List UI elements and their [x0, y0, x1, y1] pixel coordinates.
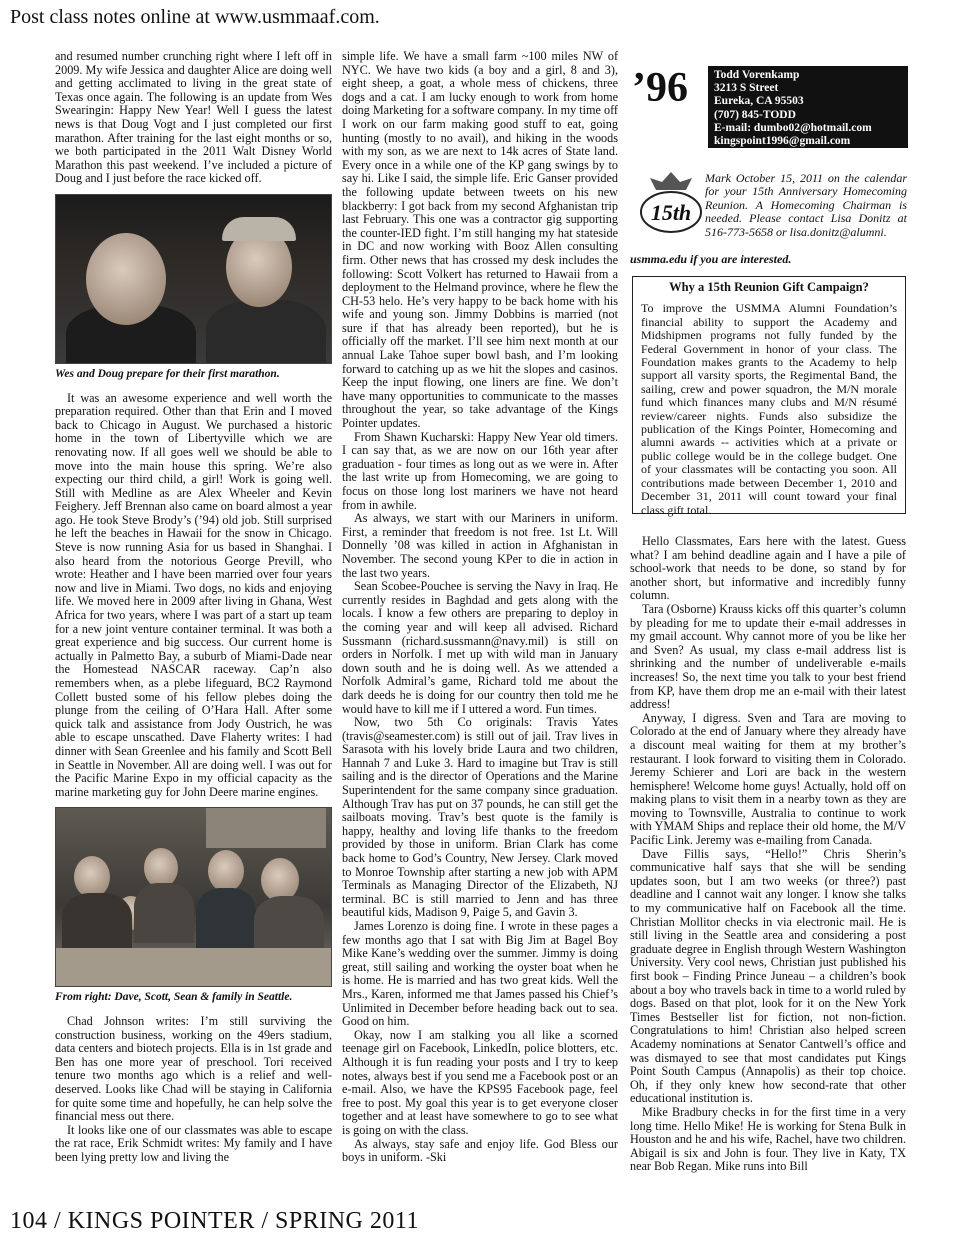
- contact-name: Todd Vorenkamp: [714, 69, 800, 81]
- column-right: [630, 535, 906, 1174]
- col2-paragraph: Now, two 5th Co originals: Travis Yates (travis@seamester.com) is still out of jail. Trav lives in Sarasota with his lovely bride Laura and two children, Hannah 7 and Luke 3. Hard to imagine but Trav is still sailing and is the director of Operations and the Marine Superintendent for the same company since graduation. Although Trav has put on 37 pounds, he can still get the sailboats moving. Trav’s best quote is the family is happy, healthy and loving life thanks to the freedom provided by those in uniform. Brian Clark has come back home to God’s Country, New Jersey. Clark moved to Monroe Township after starting a new job with APM Terminals as Managing Director of the Elizabeth, NJ terminal. BC is still married to Jenn and has three beautiful kids, Madison 9, Paige 5, and Gavin 3.: [342, 715, 618, 920]
- reunion-note: Mark October 15, 2011 on the calendar for your 15th Anniversary Homecoming Reunion. A Homecoming Chairman is needed. Please contact Lisa Donitz at 516-773-5658 or lisa.donitz@alumni.: [705, 171, 907, 239]
- contact-city: Eureka, CA 95503: [714, 95, 804, 108]
- col1-paragraph: It was an awesome experience and well worth the preparation required. Other than that Erin and I moved back to Chicago in August. We purchased a historic home in the town of Libertyville which we are renovating now. If all goes well we should be able to move into the main house this spring. We’re also expecting our third child, a girl! Work is going well. Still with Medline as are Alex Wheeler and Kevin Feighery. Jeff Brennan also came on board almost a year ago. He took Steve Brody’s (’94) old job. Still surprised he left the beaches in Hawaii for the snow in Chicago. Steve is now running Asia for us based in Shanghai. I also heard from the notorious George Previll, who wrote: Heather and I have been married over four years now and live in Miami. Two dogs, no kids and enjoying life. We moved here in 2009 after living in Ghana, West Africa for two years, where I was part of a start up team for a new joint venture container terminal. It was both a great experience and big success. Our current home is actually in Palmetto Bay, a suburb of Miami-Dade near the Homestead NASCAR raceway. Cap’n also remembers when, as a plebe lifeguard, BC2 Raymond Collett busted some of his fellow plebes doing the plunge from the ceiling of O’Hara Hall. After some quick talk and assistance from Jody Oustrich, he was able to escape unscathed. Dave Flaherty writes: I had dinner with Sean Greenlee and his family and Scott Bell in Seattle in November. All are doing well. I was out for the Pacific Marine Expo in my official capacity as the marine marketing guy for John Deere marine engines.: [55, 390, 332, 799]
- col3-paragraph: Dave Fillis says, “Hello!” Chris Sherin’s communicative half says that she will be sending updates soon, but I am two weeks (or three?) past deadline and I cannot wait any longer. I know she talks to my communicative half on Facebook all the time. Christian Mollitor checks in via electronic mail. He is still living in the Seattle area and considering a post graduate degree in English through Western Washington University. Very cool news, Christian just published his first book – Finding Prince Juneau – a children’s book about a boy who travels back in time to a world ruled by dogs. Based on that plot, look for it on the New York Times Bestseller list for fiction, not non-fiction. Congratulations to him! Christian also helped screen Academy nominations at Senator Cantwell’s office and was dismayed to see that most candidates put Kings Point South Campus (Annapolis) as their top choice. Oh, if they only knew how second-rate that other educational institution is.: [630, 846, 906, 1106]
- column-middle: [342, 50, 618, 1165]
- class-contact-box: [708, 66, 908, 148]
- col3-paragraph: Anyway, I digress. Sven and Tara are moving to Colorado at the end of January where they already have a discount meal waiting for them at my brother’s restaurant. I look forward to visiting them in Colorado. Jeremy Schierer and Lori are back in the western hemisphere! Welcome home guys! Actually, hold off on making plans to visit them in a nearby town as they are moving to Townsville, Australia to continue to work with YMAM Ships and replace their old home, the M/V Pacific Link. Jeremy was e-mailing from Canada.: [630, 710, 906, 848]
- reunion-logo: [636, 168, 706, 240]
- photo-seattle-family: [55, 807, 332, 987]
- col2-paragraph: Okay, now I am stalking you all like a scorned teenage girl on Facebook, LinkedIn, police blotters, etc. Although it is fun reading your posts and I try to keep notes, always best if you send me a Facebook post or an e-mail. Also, we have the KPS95 Facebook page, feel free to post. My goal this year is to get everyone closer together and at least have somewhere to go to see what is going on with the class.: [342, 1027, 618, 1137]
- logo-text: 15th: [650, 200, 692, 225]
- col1-paragraph: It looks like one of our classmates was able to escape the rat race, Erik Schmidt writes: My family and I have been lying pretty low and living the: [55, 1122, 332, 1164]
- contact-street: 3213 S Street: [714, 82, 779, 95]
- class-year: ’96: [632, 65, 688, 111]
- reunion-note-tail: usmma.edu if you are interested.: [630, 252, 792, 266]
- contact-email[interactable]: E-mail: dumbo02@hotmail.com: [714, 121, 872, 134]
- col3-paragraph: Tara (Osborne) Krauss kicks off this quarter’s column by pleading for me to update their e-mail addresses in my gmail account. Why cannot more of you be like her and Sven? As usual, my class e-mail address list is shrinking and the number of undeliverable e-mails increases! So, the next time you talk to your best friend from KP, have them drop me an e-mail with their latest address!: [630, 601, 906, 712]
- col2-paragraph: From Shawn Kucharski: Happy New Year old timers. I can say that, as we are now on our 16th year after graduation - four times as long out as we were in. After the last write up from Homecoming, we are going to focus on those long lost mariners we have not heard from in awhile.: [342, 429, 618, 512]
- col2-paragraph: Sean Scobee-Pouchee is serving the Navy in Iraq. He currently resides in Baghdad and gets along with the locals. I know a few others are preparing to deploy in the coming year and will keep all advised. Richard Sussmann (richard.sussmann@navy.mil) is still on orders in Norfolk. I met up with wild man in January down south and he is doing well. As we attended a Norfolk Admiral’s game, Richard told me about the dark deeds he is doing for our country then told me he would have to kill me if I uttered a word. Fun times.: [342, 579, 618, 716]
- campaign-body: To improve the USMMA Alumni Foundation’s financial ability to support the Academy and Midshipmen programs not fully funded by the Federal Government in honor of your class. The Foundation makes grants to the Academy to help support all varsity sports, the Regimental Band, the sailing, crew and power squadron, the M/N morale fund which finances many clubs and M/N résumé review/career nights. Funds also subsidize the publication of the Kings Pointer, Homecoming and alumni awards -- activities which at a private or public college would be in the college budget. One of your classmates will be contacting you soon. All contributions made between December 1, 2010 and December 31, 2011 will count toward your final class gift total.: [641, 301, 897, 517]
- col3-paragraph: Hello Classmates, Ears here with the latest. Guess what? I am behind deadline again and I have a pile of school-work that needs to be done, so stand by for another short, but informative and incredibly funny column.: [630, 534, 906, 603]
- contact-email-alt[interactable]: kingspoint1996@gmail.com: [714, 135, 851, 148]
- col1-paragraph: and resumed number crunching right where I left off in 2009. My wife Jessica and daughter Alice are doing well and getting acclimated to living in the great state of Texas once again. The following is an update from Wes Swearingin: Happy New Year! Well I guess the latest news is that Doug Vogt and I just completed our first marathon. After training for the last eight months or so, we both participated in the 2011 Walt Disney World Marathon this past weekend. I’ve included a picture of Doug and I just before the race kicked off.: [55, 49, 332, 186]
- class-header: [630, 62, 908, 154]
- col1-paragraph: Chad Johnson writes: I’m still surviving the construction business, working on the 49ers stadium, data centers and biotech projects. Ella is in 1st grade and Ben has one more year of preschool. Tori received tenure two months ago which is a relief and well-deserved. Looks like Chad will be staying in California for quite some time and hopefully, he can help solve the financial mess out there.: [55, 1013, 332, 1124]
- col2-paragraph: simple life. We have a small farm ~100 miles NW of NYC. We have two kids (a boy and a girl, 8 and 3), eight sheep, a goat, a whole mess of chickens, three dogs and a cat. I am lucky enough to work from home doing Marketing for a software company. In my time off I work on our farm making good stuff to eat, going hunting (mostly to no avail), and hiking in the woods with my son, as we are next to 14k acres of State land. Every once in a while one of the KP gang swings by to say hi. Like I said, the simple life. Eric Ganser provided the following update between tweets on his new blackberry: I got back from my second Afghanistan trip last February. This one was a contractor gig supporting the counter-IED fight. I’m still hanging my hat stateside in DC and now working with Booz Allen consulting firm. Other news that has crossed my desk includes the following: Scott Volkert has returned to Hawaii from a deployment to the Helmand province, where he flew the CH-53 helo. He’s very happy to be back home with his wife and young son. Jimmy Dobbins is married (not sure if that has already been reported), but he is officially off the market. I’ll see him next month at our annual Lake Tahoe super bowl bash, and I’m looking forward to catching up as we hit the slopes and casinos. Keep the input flowing, one liners are fine. We don’t have many opportunities to communicate to the masses throughout the year, so take advantage of the Kings Pointer updates.: [342, 49, 618, 431]
- col2-paragraph: As always, stay safe and enjoy life. God Bless our boys in uniform. -Ski: [342, 1136, 618, 1165]
- col3-paragraph: Mike Bradbury checks in for the first time in a very long time. Hello Mike! He is working for Stena Bulk in Houston and he and his wife, Rachel, have two children. Abigail is six and John is four. They live in Katy, TX near Bob Regan. Mike runs into Bill: [630, 1104, 906, 1174]
- contact-phone: (707) 845-TODD: [714, 108, 796, 121]
- photo1-caption: Wes and Doug prepare for their first marathon.: [55, 367, 280, 380]
- page-footer: 104 / KINGS POINTER / SPRING 2011: [10, 1208, 419, 1234]
- page-header: Post class notes online at www.usmmaaf.com.: [10, 6, 380, 28]
- photo-wes-and-doug: [55, 194, 332, 364]
- col2-paragraph: As always, we start with our Mariners in uniform. First, a reminder that freedom is not free. 1st Lt. Will Donnelly ’08 was killed in action in Afghanistan in November. The second young KPer to die in action in the last two years.: [342, 511, 618, 580]
- column-left: [55, 50, 332, 1164]
- gift-campaign-box: [632, 276, 906, 517]
- photo2-caption: From right: Dave, Scott, Sean & family in Seattle.: [55, 991, 293, 1004]
- col2-paragraph: James Lorenzo is doing fine. I wrote in these pages a few months ago that I sat with Big Jim at Bagel Boy Mike Kane’s wedding over the summer. Jimmy is doing great, still sailing and working the oyster boat when he is home. He is married and has two great kids. Well the Mrs., Karen, informed me that James passed his Chief’s Unlimited in December before heading back out to sea. Good on him.: [342, 919, 618, 1029]
- campaign-title: Why a 15th Reunion Gift Campaign?: [669, 280, 869, 294]
